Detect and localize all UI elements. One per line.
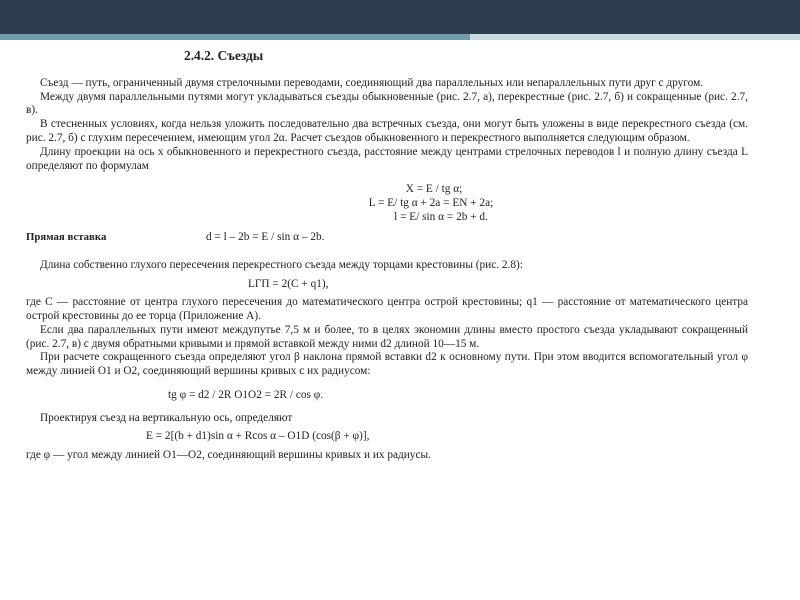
paragraph-projection: Длину проекции на ось x обыкновенного и перекрестного съезда, расстояние между центрами стрелочных переводов l и полную длину съезда L определяют по формулам — [26, 145, 748, 172]
formula-tg-phi: tg φ = d2 / 2R O1O2 = 2R / cos φ. — [168, 388, 324, 401]
section-heading: 2.4.2. Съезды — [184, 48, 264, 63]
formula-x: X = E / tg α; — [405, 183, 463, 196]
paragraph-beta-angle: При расчете сокращенного съезда определяют угол β наклона прямой вставки d2 к основному пути. При этом вводится вспомогательный угол φ между линией O1 и O2, соединяющий вершины кривых с их радиусом: — [26, 351, 748, 378]
top-banner — [0, 0, 800, 34]
paragraph-definition: Съезд — путь, ограниченный двумя стрелочными переводами, соединяющий два параллельных или непараллельных пути друг с другом. — [40, 76, 704, 89]
formula-l-total: L = E/ tg α + 2a = EN + 2a; — [368, 197, 494, 210]
formula-l-center: l = E/ sin α = 2b + d. — [394, 210, 488, 223]
formula-e: E = 2[(b + d1)sin α + Rcos α – O1D (cos(β + φ)], — [146, 429, 370, 442]
arrow-icon — [739, 4, 748, 14]
paragraph-where-phi: где φ — угол между линией O1—O2, соединяющий вершины кривых и их радиусы. — [26, 449, 431, 462]
paragraph-vertical-projection: Проектируя съезд на вертикальную ось, определяют — [40, 411, 293, 424]
paragraph-shortened: Если два параллельных пути имеют междупутье 7,5 м и более, то в целях экономии длины вместо простого съезда укладывают сокращенный (рис. 2.7, в) с двумя обратными кривыми и прямой вставкой между ними d2 длиной 10—15 м. — [26, 323, 748, 350]
formula-lgp: LГП = 2(C + q1), — [248, 278, 329, 291]
formula-d: d = l – 2b = E / sin α – 2b. — [206, 230, 325, 243]
document-page — [26, 44, 748, 463]
paragraph-constrained: В стесненных условиях, когда нельзя уложить последовательно два встречных съезда, они могут быть уложены в виде перекрестного съезда (см. рис. 2.7, б) с глухим пересечением, имеющим угол 2α. Расчет съездов обыкновенного и перекрестного выполняется следующим образом. — [26, 118, 748, 144]
spacer — [26, 245, 748, 259]
paragraph-crossing-length: Длина собственно глухого пересечения перекрестного съезда между торцами крестовины (рис. 2.8): — [40, 258, 523, 271]
accent-stripe-light — [470, 34, 800, 40]
paragraph-types: Между двумя параллельными путями могут укладываться съезды обыкновенные (рис. 2.7, а), перекрестные (рис. 2.7, б) и сокращенные (рис. 2.7, в). — [26, 90, 748, 117]
straight-insert-row — [26, 231, 748, 245]
straight-insert-label: Прямая вставка — [26, 230, 107, 243]
paragraph-where-c: где C — расстояние от центра глухого пересечения до математического центра острой крестовины; q1 — расстояние от математического центра острой крестовины до ее торца (Приложение А). — [26, 296, 748, 322]
